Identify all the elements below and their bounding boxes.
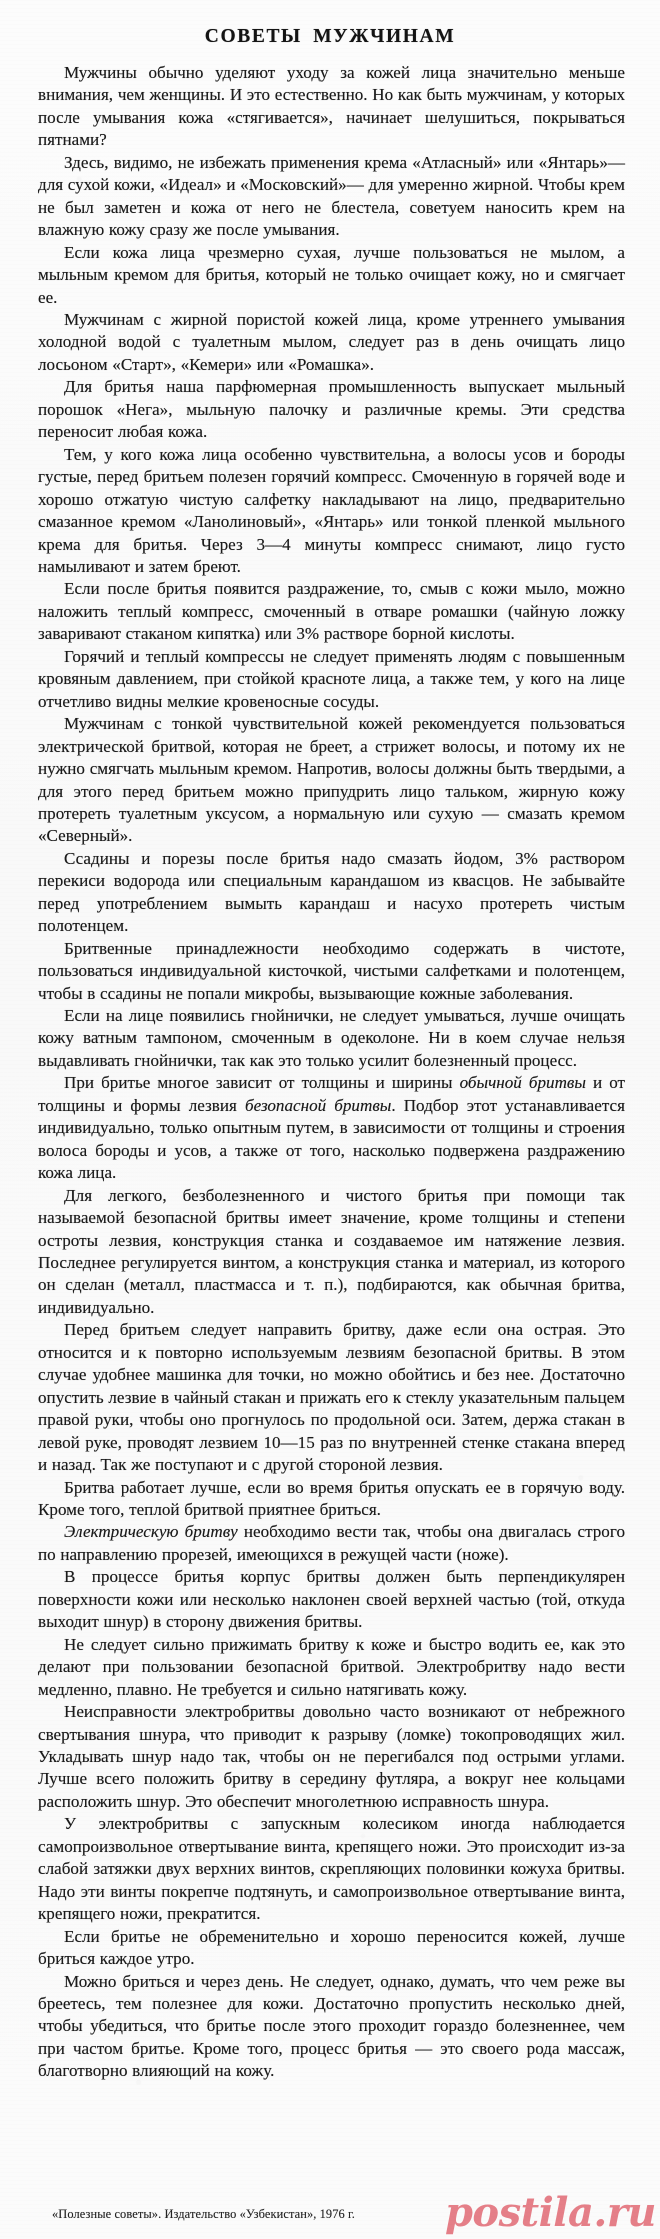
- paragraph: У электробритвы с запускным колесиком иногда наблюдается самопроизвольное отвертывание винта, крепящего ножи. Это происходит из-за слабой затяжки двух верхних винтов, скрепляющих половинки кожуха бритвы. Надо эти винты покрепче подтянуть, и самопроизвольное отвертывание винта, крепящего ножи, прекратится.: [38, 1814, 625, 1924]
- postila-watermark: postila.ru: [444, 2189, 656, 2236]
- paragraph: Если на лице появились гнойнички, не следует умываться, лучше очищать кожу ватным тампоном, смоченным в одеколоне. Ни в коем случае нельзя выдавливать гнойнички, так как это только усилит болезненный процесс.: [38, 1006, 625, 1070]
- run-text: и от толщины и формы лезвия: [38, 1073, 625, 1115]
- paragraph: Не следует сильно прижимать бритву к коже и быстро водить ее, как это делают при пользовании безопасной бритвой. Электробритву надо вести медленно, плавно. Не требуется и сильно натягивать кожу.: [38, 1634, 625, 1699]
- paragraph: Можно бриться и через день. Не следует, однако, думать, что чем реже вы бреетесь, тем полезнее для кожи. Достаточно пропустить несколько дней, чтобы убедиться, что бритье после этого проходит гораздо болезненнее, чем при частом бритье. Кроме того, процесс бритья — это своего рода массаж, благотворно влияющий на кожу.: [38, 1971, 625, 2081]
- paragraph: Неисправности электробритвы довольно часто возникают от небрежного свертывания шнура, что приводит к разрыву (ломке) токопроводящих жил. Укладывать шнур надо так, чтобы он не перегибался под острыми углами. Лучше всего положить бритву в середину футляра, а вокруг нее кольцами расположить шнур. Это обеспечит многолетнюю исправность шнура.: [38, 1702, 625, 1811]
- run-text: . Подбор этот устанавливается индивидуально, только опытным путем, в зависимости от толщины и строения волоса бороды и усов, а также от того, насколько подвержена раздражению кожа лица.: [38, 1095, 625, 1183]
- paragraph: Для легкого, безболезненного и чистого бритья при помощи так называемой безопасной бритвы имеет значение, кроме толщины и степени остроты лезвия, конструкция станка и создаваемое им натяжение лезвия. Последнее регулируется винтом, а конструкция станка и материал, из которого он сделан (металл, пластмасса и т. п.), подбираются, как обычная бритва, индивидуально.: [38, 1185, 625, 1317]
- source-attribution: «Полезные советы». Издательство «Узбекистан», 1976 г.: [52, 2207, 355, 2221]
- paragraph: Бритвенные принадлежности необходимо содержать в чистоте, пользоваться индивидуальной кисточкой, чистыми салфетками и полотенцем, чтобы в ссадины не попали микробы, вызывающие кожные заболевания.: [38, 938, 625, 1003]
- emphasis-text: Электрическую бритву: [64, 1522, 238, 1542]
- paragraph: Тем, у кого кожа лица особенно чувствительна, а волосы усов и бороды густые, перед бритьем полезен горячий компресс. Смоченную в горячей воде и хорошо отжатую чистую салфетку накладывают на лицо, предварительно смазанное кремом «Ланолиновый», «Янтарь» или тонкой пленкой мыльного крема для бритья. Через 3—4 минуты компресс снимают, лицо густо намыливают и затем бреют.: [38, 444, 625, 576]
- paragraph: Перед бритьем следует направить бритву, даже если она острая. Это относится и к повторно используемым лезвиям безопасной бритвы. В этом случае удобнее машинка для точки, но можно обойтись и без нее. Достаточно опустить лезвие в чайный стакан и прижать его к стеклу указательным пальцем правой руки, чтобы оно прогнулось по продольной оси. Затем, держа стакан в левой руке, проводят лезвием 10—15 раз по внутренней стенке стакана вперед и назад. Так же поступают и с другой стороной лезвия.: [38, 1320, 625, 1475]
- paragraph: Если после бритья появится раздражение, то, смыв с кожи мыло, можно наложить теплый компресс, смоченный в отваре ромашки (чайную ложку заваривают стаканом кипятка) или 3% растворе борной кислоты.: [38, 579, 625, 644]
- emphasis-text: обычной бритвы: [459, 1073, 586, 1093]
- paragraph: Мужчины обычно уделяют уходу за кожей лица значительно меньше внимания, чем женщины. И это естественно. Но как быть мужчинам, у которых после умывания кожа «стягивается», начинает шелушиться, покрываться пятнами?: [38, 63, 625, 150]
- page-title: СОВЕТЫ МУЖЧИНАМ: [204, 26, 456, 47]
- run-text: необходимо вести так, чтобы она двигалась строго по направлению прорезей, имеющихся в режущей части (ноже).: [38, 1522, 625, 1564]
- paragraph: Ссадины и порезы после бритья надо смазать йодом, 3% раствором перекиси водорода или специальным карандашом из квасцов. Не забывайте перед употреблением вымыть карандаш и насухо протереть чистым полотенцем.: [38, 848, 625, 936]
- paragraph: [38, 1072, 625, 1184]
- paragraph: В процессе бритья корпус бритвы должен быть перпендикулярен поверхности кожи или несколько наклонен своей верхней частью (той, откуда выходит шнур) в сторону движения бритвы.: [38, 1567, 625, 1632]
- paragraph: Если бритье не обременительно и хорошо переносится кожей, лучше бриться каждое утро.: [38, 1926, 625, 1969]
- paragraph: Здесь, видимо, не избежать применения крема «Атласный» или «Янтарь»— для сухой кожи, «Идеал» и «Московский»— для умеренно жирной. Чтобы крем не был заметен и кожа от него не блестела, советуем наносить крем на влажную кожу сразу же после умывания.: [38, 152, 625, 240]
- emphasis-text: безопасной бритвы: [244, 1095, 392, 1115]
- paragraph: [38, 1521, 625, 1566]
- article-body: [0, 62, 660, 2083]
- paragraph: Горячий и теплый компрессы не следует применять людям с повышенным кровяным давлением, при стойкой красноте лица, а также тем, у кого на лице отчетливо видны мелкие кровеносные сосуды.: [38, 646, 625, 711]
- run-text: При бритье многое зависит от толщины и ширины: [64, 1073, 460, 1093]
- paragraph: Для бритья наша парфюмерная промышленность выпускает мыльный порошок «Нега», мыльную палочку и различные кремы. Эти средства переносит любая кожа.: [38, 377, 625, 442]
- paragraph: Мужчинам с тонкой чувствительной кожей рекомендуется пользоваться электрической бритвой, которая не бреет, а стрижет волосы, и потому их не нужно смягчать мыльным кремом. Напротив, волосы должны быть твердыми, а для этого перед бритьем можно припудрить лицо тальком, жирную кожу протереть туалетным уксусом, а нормальную или сухую — смазать кремом «Северный».: [38, 714, 625, 846]
- paragraph: Бритва работает лучше, если во время бритья опускать ее в горячую воду. Кроме того, теплой бритвой приятнее бриться.: [38, 1477, 625, 1519]
- paragraph: Мужчинам с жирной пористой кожей лица, кроме утреннего умывания холодной водой с туалетным мылом, следует раз в день очищать лицо лосьоном «Старт», «Кемери» или «Ромашка».: [38, 309, 625, 374]
- paragraph: Если кожа лица чрезмерно сухая, лучше пользоваться не мылом, а мыльным кремом для бритья, который не только очищает кожу, но и смягчает ее.: [38, 242, 625, 307]
